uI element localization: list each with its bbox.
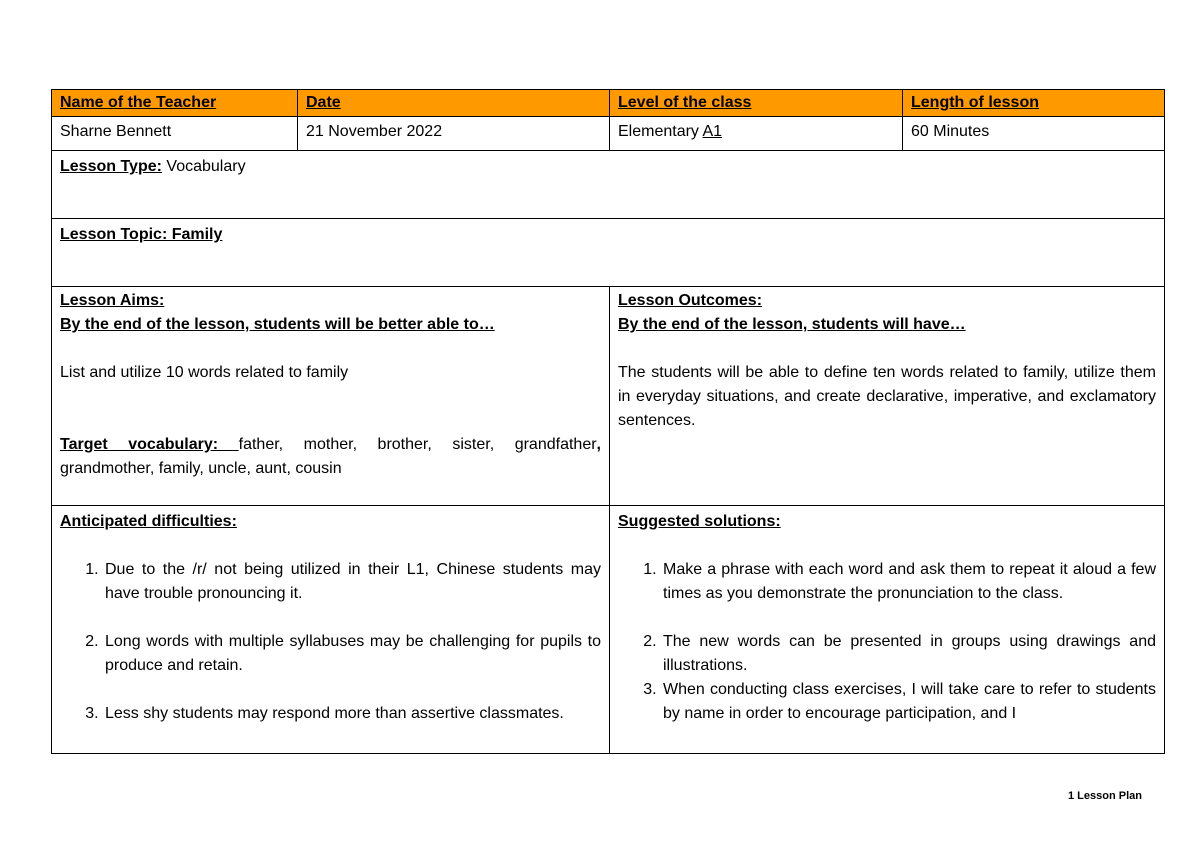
length-cell <box>903 117 1165 151</box>
aims-text: List and utilize 10 words related to family <box>60 364 349 381</box>
solution-item: 3. When conducting class exercises, I will take care to refer to students by name in order to encourage participation, and I <box>661 678 1156 726</box>
difficulties-label: Anticipated difficulties: <box>60 513 237 530</box>
target-vocabulary <box>60 433 601 481</box>
solutions-cell <box>610 506 1165 754</box>
header-row <box>52 90 1165 117</box>
outcomes-text: The students will be able to define ten words related to family, utilize them in everyday situations, and create declarative, imperative, and exclamatory sentences. <box>618 364 1156 429</box>
teacher-header: Name of the Teacher <box>60 94 217 111</box>
lesson-type-value: Vocabulary <box>161 158 246 175</box>
target-vocabulary-label: Target vocabulary: <box>60 436 239 453</box>
lesson-type-row <box>52 151 1165 219</box>
level-header: Level of the class <box>618 94 752 111</box>
lesson-topic-label: Lesson Topic: Family <box>60 226 223 243</box>
aims-label: Lesson Aims: <box>60 292 165 309</box>
level-cell <box>610 117 903 151</box>
teacher-cell <box>52 117 298 151</box>
aims-cell <box>52 287 610 506</box>
solutions-label: Suggested solutions: <box>618 513 781 530</box>
lesson-topic-row <box>52 219 1165 287</box>
page-footer: 1 Lesson Plan <box>1068 790 1142 802</box>
target-vocabulary-words: father, mother, brother, sister, grandfather <box>238 436 597 453</box>
aims-subheading: By the end of the lesson, students will be better able to… <box>60 316 495 333</box>
difficulties-list <box>60 558 601 726</box>
target-vocabulary-comma: , <box>596 436 601 453</box>
date-header: Date <box>306 94 341 111</box>
solution-item: 2. The new words can be presented in groups using drawings and illustrations. <box>661 630 1156 678</box>
length-header-cell <box>903 90 1165 117</box>
aims-outcomes-row <box>52 287 1165 506</box>
length-header: Length of lesson <box>911 94 1039 111</box>
difficulty-item: 3. Less shy students may respond more than assertive classmates. <box>103 702 601 726</box>
target-vocabulary-words-2: grandmother, family, uncle, aunt, cousin <box>60 460 342 477</box>
teacher-name: Sharne Bennett <box>60 123 172 140</box>
date-header-cell <box>298 90 610 117</box>
difficulty-item: 1. Due to the /r/ not being utilized in their L1, Chinese students may have trouble pronouncing it. <box>103 558 601 606</box>
date-cell <box>298 117 610 151</box>
outcomes-label: Lesson Outcomes: <box>618 292 763 309</box>
difficulties-solutions-row <box>52 506 1165 754</box>
info-row <box>52 117 1165 151</box>
difficulty-item: 2. Long words with multiple syllabuses may be challenging for pupils to produce and retain. <box>103 630 601 678</box>
solution-item: 1. Make a phrase with each word and ask them to repeat it aloud a few times as you demonstrate the pronunciation to the class. <box>661 558 1156 606</box>
lesson-plan-table <box>51 89 1165 754</box>
lesson-type-label: Lesson Type: <box>60 158 162 175</box>
lesson-length: 60 Minutes <box>911 123 990 140</box>
level-header-cell <box>610 90 903 117</box>
lesson-date: 21 November 2022 <box>306 123 443 140</box>
level-prefix: Elementary <box>618 123 703 140</box>
outcomes-cell <box>610 287 1165 506</box>
teacher-header-cell <box>52 90 298 117</box>
lesson-topic-cell <box>52 219 1165 287</box>
lesson-type-cell <box>52 151 1165 219</box>
difficulties-cell <box>52 506 610 754</box>
solutions-list <box>618 558 1156 726</box>
outcomes-subheading: By the end of the lesson, students will have… <box>618 316 966 333</box>
level-code: A1 <box>702 123 723 140</box>
